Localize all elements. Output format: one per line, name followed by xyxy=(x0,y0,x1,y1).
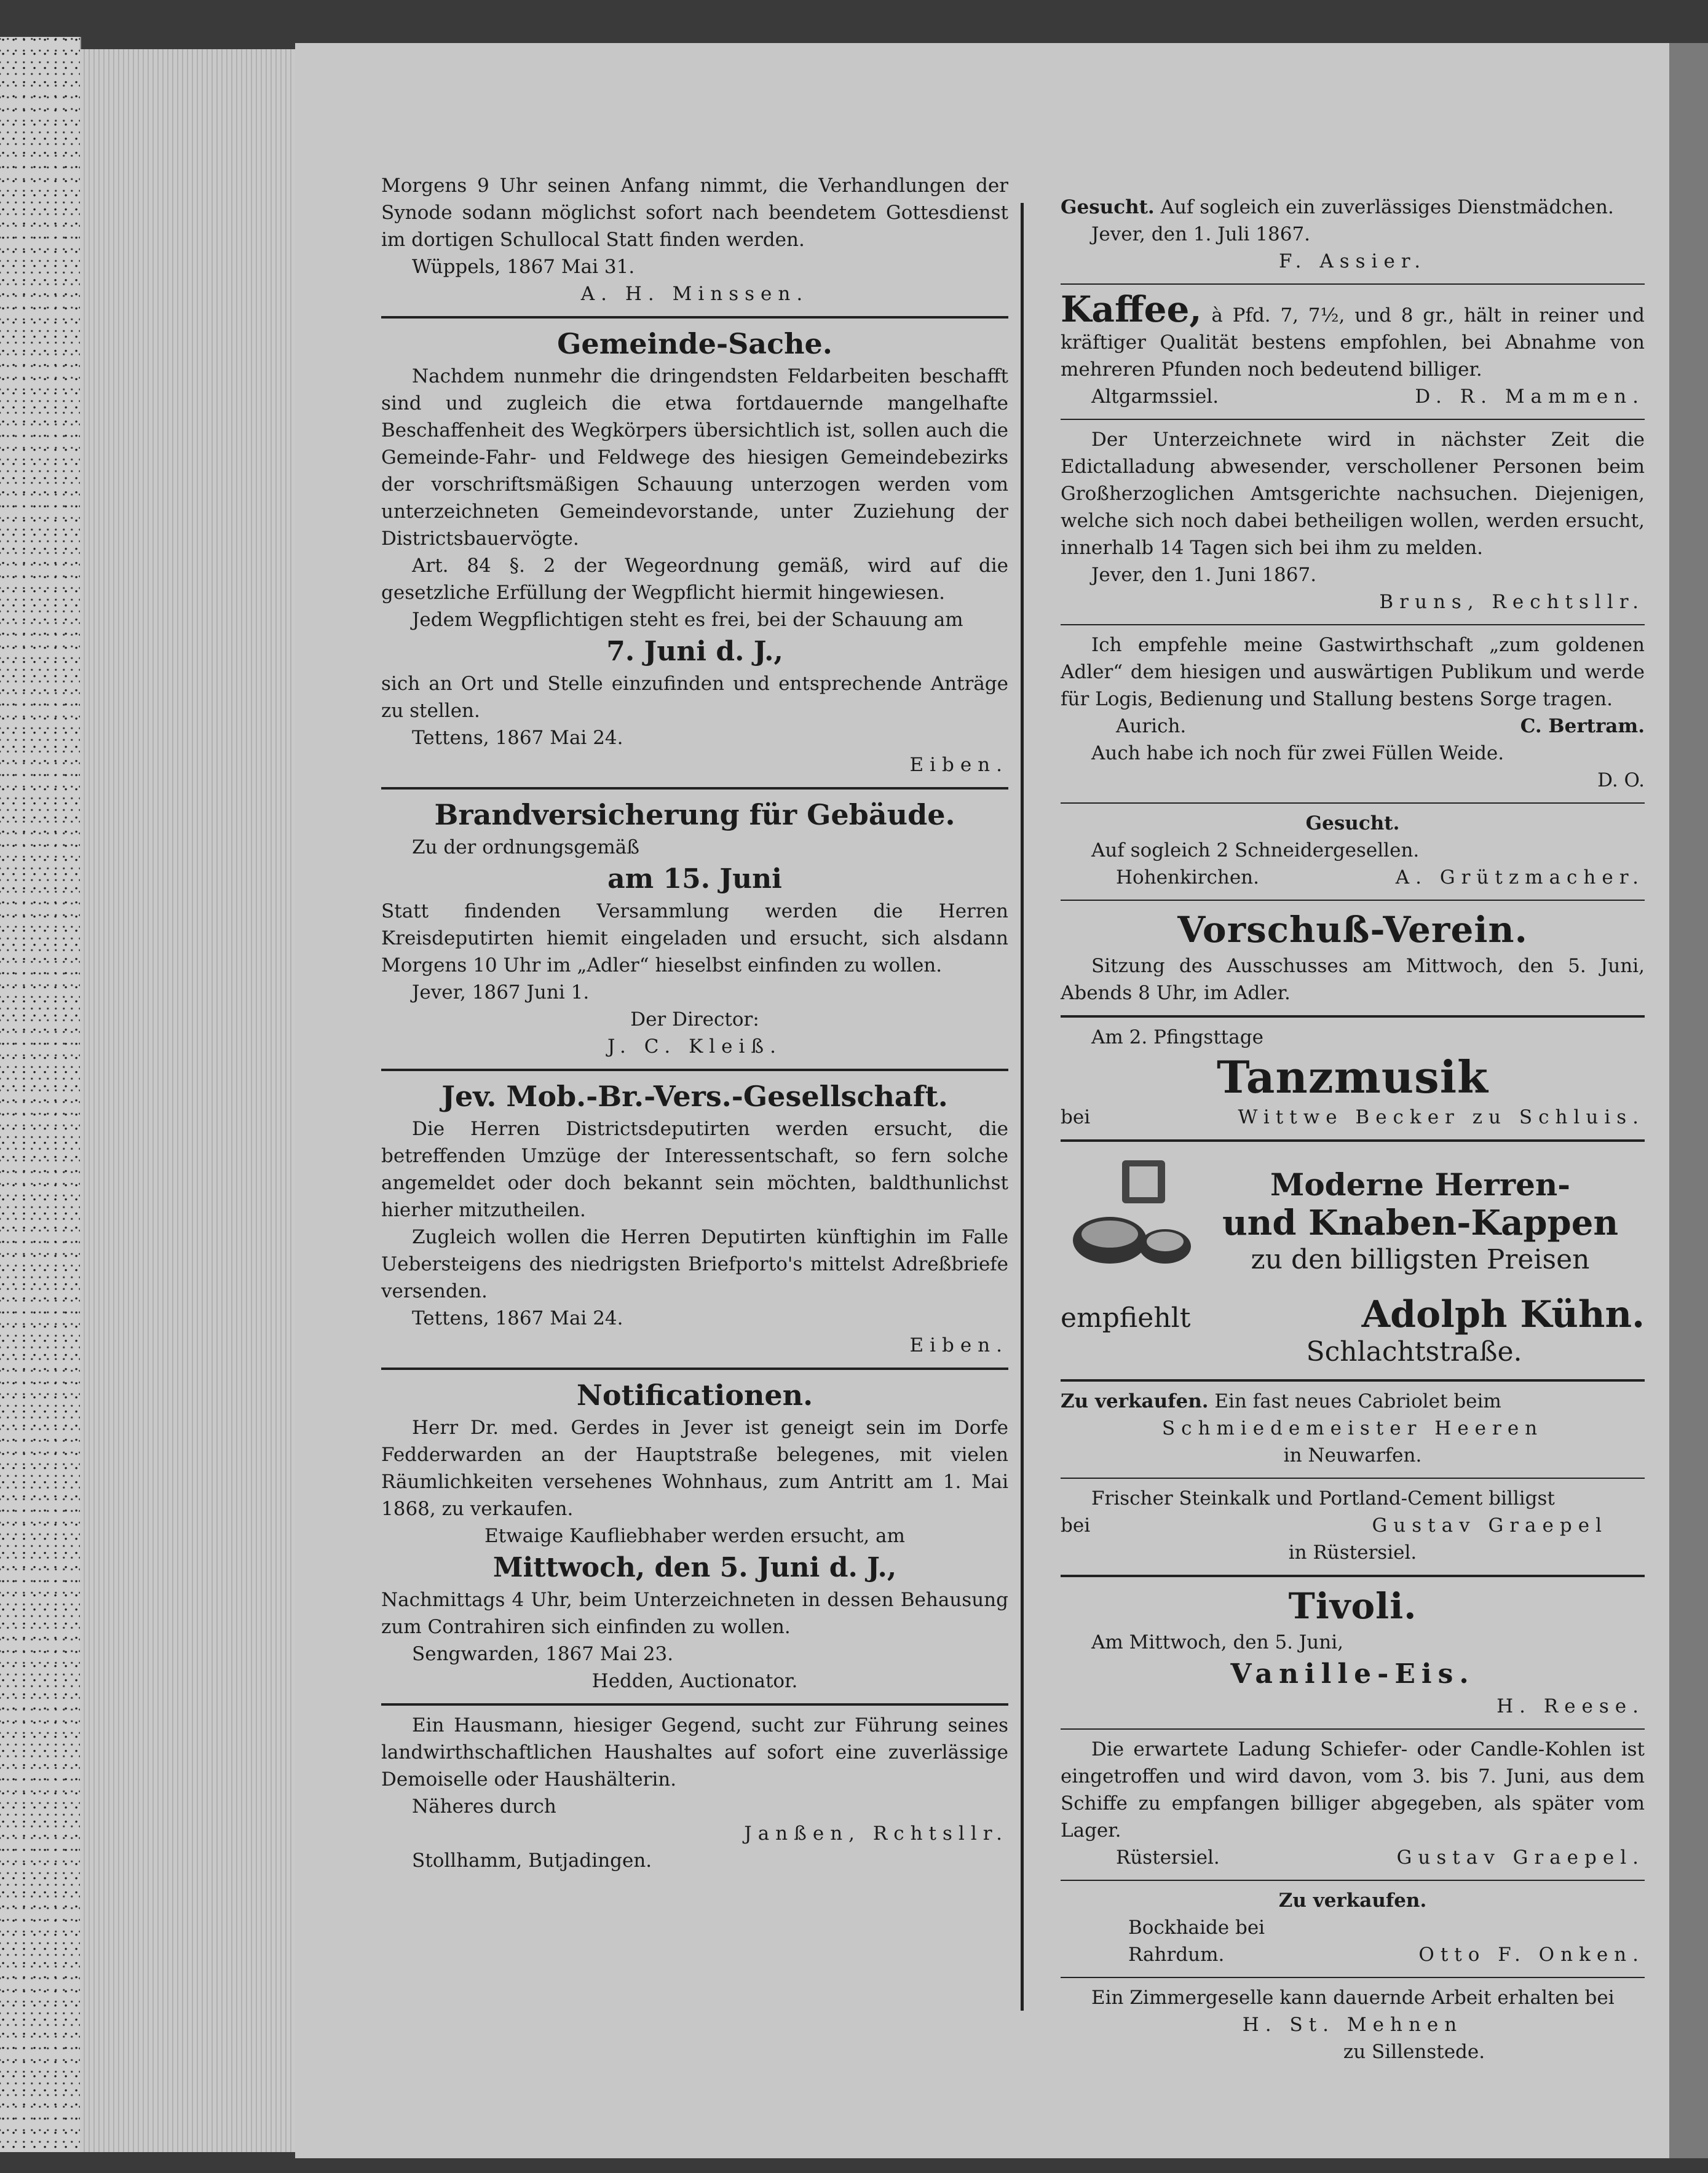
ad-title: Notificationen. xyxy=(576,1379,813,1412)
ad-text: Ein fast neues Cabriolet beim xyxy=(1214,1390,1501,1412)
ad-text: Herr Dr. med. Gerdes in Jever ist geneigt sein im Dorfe Fedderwarden an der Hauptstraße belegenes, mit vielen Räumlichkeiten versehenes Wohnhaus, zum Antritt am 1. Mai 1868, zu verkaufen. xyxy=(381,1417,1008,1520)
ad-text: à Pfd. 7, 7½, und 8 gr., hält in reiner und kräftiger Qualität bestens empfohlen, bei Abnahme von mehreren Pfunden noch bedeutend billiger. xyxy=(1061,304,1645,381)
ad-date: 7. Juni d. J., xyxy=(606,636,783,667)
column-divider xyxy=(1021,203,1024,2011)
ad-text: Zugleich wollen die Herren Deputirten künftighin im Falle Uebersteigens des niedrigsten Briefporto's mittelst Adreßbriefe versenden. xyxy=(381,1226,1008,1302)
ad-place-date: Jever, den 1. Juni 1867. xyxy=(1091,564,1317,586)
ad-text: Der Unterzeichnete wird in nächster Zeit die Edictalladung abwesender, verschollener Personen beim Großherzoglichen Amtsgerichte nachsuchen. Diejenigen, welche sich noch dabei betheiligen wollen, werden ersucht, innerhalb 14 Tagen sich bei ihm zu melden. xyxy=(1061,429,1645,559)
ad-text: Sitzung des Ausschusses am Mittwoch, den 5. Juni, Abends 8 Uhr, im Adler. xyxy=(1061,955,1645,1004)
ad-tanzmusik xyxy=(1061,1018,1645,1142)
ad-text: Die erwartete Ladung Schiefer- oder Candle-Kohlen ist eingetroffen und wird davon, vom 3. bis 7. Juni, aus dem Schiffe zu empfangen billiger abgegeben, als später vom Lager. xyxy=(1061,1738,1645,1842)
ad-vorschuss-verein xyxy=(1061,901,1645,1018)
page-stack xyxy=(80,49,295,2152)
ad-place-date: Tettens, 1867 Mai 24. xyxy=(412,1307,623,1329)
ad-signature: Wittwe Becker zu Schluis. xyxy=(1238,1106,1645,1128)
ad-text: Auch habe ich noch für zwei Füllen Weide. xyxy=(1091,742,1504,764)
ad-text: Rahrdum. xyxy=(1128,1944,1225,1966)
book-edge xyxy=(0,37,81,2152)
left-column xyxy=(381,166,1008,1883)
ad-title: Jev. Mob.-Br.-Vers.-Gesellschaft. xyxy=(441,1080,948,1113)
ad-text: Morgens 9 Uhr seinen Anfang nimmt, die Verhandlungen der Synode sodann möglichst sofort nach beendetem Gottesdienst im dortigen Schullocal Statt finden werden. xyxy=(381,175,1008,251)
ad-place: Altgarmssiel. xyxy=(1091,386,1219,408)
ad-text: Statt findenden Versammlung werden die Herren Kreisdeputirten hiemit eingeladen und ersucht, sich alsdann Morgens 10 Uhr im „Adler“ hieselbst einfinden zu wollen. xyxy=(381,900,1008,976)
ad-signature: H. Reese. xyxy=(1496,1695,1645,1717)
ad-signature: J. C. Kleiß. xyxy=(607,1035,782,1058)
ad-place: in Rüstersiel. xyxy=(1288,1542,1417,1564)
ad-signature: Gustav Graepel xyxy=(1372,1514,1608,1537)
ad-signature: H. St. Mehnen xyxy=(1242,2014,1463,2036)
ad-text: Auf sogleich 2 Schneidergesellen. xyxy=(1091,839,1420,861)
ad-date: am 15. Juni xyxy=(607,863,782,895)
ad-mobiliar-versicherung xyxy=(381,1071,1008,1370)
ad-signature: C. Bertram. xyxy=(1520,715,1645,737)
ad-zimmergeselle xyxy=(1061,1978,1645,2074)
ad-text: Jedem Wegpflichtigen steht es frei, bei der Schauung am xyxy=(412,609,963,631)
ad-place: Rüstersiel. xyxy=(1116,1846,1220,1869)
ad-notificationen xyxy=(381,1370,1008,1706)
ad-signature: D. R. Mammen. xyxy=(1415,386,1645,408)
ad-herren-kappen xyxy=(1061,1142,1645,1382)
ad-line: Moderne Herren- xyxy=(1270,1166,1571,1203)
caps-illustration-icon xyxy=(1061,1148,1196,1296)
ad-signature: Janßen, Rchtsllr. xyxy=(744,1823,1008,1845)
ad-text: Etwaige Kaufliebhaber werden ersucht, am xyxy=(484,1525,905,1547)
ad-text: Ein Zimmergeselle kann dauernde Arbeit erhalten bei xyxy=(1091,1987,1615,2009)
ad-date: Mittwoch, den 5. Juni d. J., xyxy=(492,1552,897,1583)
ad-head: Gesucht. xyxy=(1305,812,1400,834)
ad-signature: Bruns, Rechtsllr. xyxy=(1379,591,1645,613)
ad-signature: Hedden, Auctionator. xyxy=(591,1670,798,1692)
ad-signature: Schmiedemeister Heeren xyxy=(1161,1417,1544,1439)
ad-signature: A. H. Minssen. xyxy=(580,283,809,305)
ad-kaffee xyxy=(1061,285,1645,420)
ad-edictalladung xyxy=(1061,420,1645,625)
ad-line: und Knaben-Kappen xyxy=(1222,1203,1619,1243)
ad-haushaelterin xyxy=(381,1706,1008,1883)
ad-signature: D. O. xyxy=(1597,769,1645,791)
ad-synode xyxy=(381,166,1008,319)
ad-head: Zu verkaufen. xyxy=(1278,1890,1427,1912)
ad-signature: Eiben. xyxy=(909,1334,1008,1356)
ad-dienstmaedchen xyxy=(1061,188,1645,285)
ad-title: Vorschuß-Verein. xyxy=(1177,909,1528,951)
ad-signature: Otto F. Onken. xyxy=(1418,1944,1645,1966)
ad-head: Kaffee, xyxy=(1061,288,1202,330)
ad-text: Am Mittwoch, den 5. Juni, xyxy=(1091,1631,1344,1653)
ad-place: in Neuwarfen. xyxy=(1283,1444,1422,1466)
ad-brandversicherung xyxy=(381,790,1008,1071)
ad-text: Die Herren Districtsdeputirten werden ersucht, die betreffenden Umzüge der Interessentschaft, so fern solche angemeldet oder doch bekannt sein möchten, baldthunlichst hierher mitzutheilen. xyxy=(381,1118,1008,1221)
ad-place-date: Tettens, 1867 Mai 24. xyxy=(412,727,623,749)
ad-place: Hohenkirchen. xyxy=(1116,866,1259,889)
ad-signature: F. Assier. xyxy=(1278,250,1427,272)
ad-role: Der Director: xyxy=(630,1008,759,1031)
page-gutter xyxy=(1669,43,1708,2158)
ad-text: Nachmittags 4 Uhr, beim Unterzeichneten in dessen Behausung zum Contrahiren sich einfinden zu wollen. xyxy=(381,1589,1008,1638)
ad-text: Näheres durch xyxy=(412,1795,556,1818)
ad-title: Gemeinde-Sache. xyxy=(557,327,832,360)
ad-tivoli xyxy=(1061,1577,1645,1730)
ad-text: Ich empfehle meine Gastwirthschaft „zum goldenen Adler“ dem hiesigen und auswärtigen Publikum und werde für Logis, Bedienung und Stallung bestens Sorge tragen. xyxy=(1061,634,1645,710)
ad-steinkalk xyxy=(1061,1479,1645,1577)
ad-text: Bockhaide bei xyxy=(1128,1917,1265,1939)
ad-place-date: Jever, 1867 Juni 1. xyxy=(412,981,590,1003)
ad-title: Brandversicherung für Gebäude. xyxy=(434,798,955,831)
ad-street: Schlachtstraße. xyxy=(1306,1336,1522,1368)
ad-text: Art. 84 §. 2 der Wegeordnung gemäß, wird auf die gesetzliche Erfüllung der Wegpflicht hiermit hingewiesen. xyxy=(381,555,1008,604)
ad-text: bei xyxy=(1061,1106,1091,1128)
ad-kohlen xyxy=(1061,1730,1645,1881)
ad-title: Tivoli. xyxy=(1288,1585,1417,1627)
ad-signature: Gustav Graepel. xyxy=(1396,1846,1645,1869)
ad-place-date: Wüppels, 1867 Mai 31. xyxy=(412,256,635,278)
ad-place: Stollhamm, Butjadingen. xyxy=(412,1850,652,1872)
ad-text: Nachdem nunmehr die dringendsten Feldarbeiten beschafft sind und zugleich die etwa fortdauernde mangelhafte Beschaffenheit des Wegkörpers übersichtlich ist, sollen auch die Gemeinde-Fahr- und Feldwege des hiesigen Gemeindebezirks der vorschriftsmäßigen Schauung unterzogen werden vom unterzeichneten Gemeindevorstande, unter Zuziehung der Districtsbauervögte. xyxy=(381,365,1008,550)
ad-place: Aurich. xyxy=(1116,715,1187,737)
ad-text: bei xyxy=(1061,1514,1091,1537)
ad-head: Zu verkaufen. xyxy=(1061,1390,1209,1412)
ad-text: sich an Ort und Stelle einzufinden und entsprechende Anträge zu stellen. xyxy=(381,673,1008,722)
ad-place-date: Jever, den 1. Juli 1867. xyxy=(1091,223,1311,245)
ad-title: Tanzmusik xyxy=(1217,1051,1489,1103)
ad-text: Zu der ordnungsgemäß xyxy=(412,836,639,858)
ad-place-date: Sengwarden, 1867 Mai 23. xyxy=(412,1643,674,1665)
ad-signature: A. Grützmacher. xyxy=(1395,866,1645,889)
ad-text: Frischer Steinkalk und Portland-Cement billigst xyxy=(1091,1487,1555,1510)
ad-line: Vanille-Eis. xyxy=(1230,1658,1475,1690)
ad-text: empfiehlt xyxy=(1061,1302,1191,1334)
ad-cabriolet xyxy=(1061,1382,1645,1479)
ad-schneidergesellen xyxy=(1061,804,1645,901)
ad-head: Gesucht. xyxy=(1061,196,1155,218)
ad-text: Auf sogleich ein zuverlässiges Dienstmädchen. xyxy=(1160,196,1614,218)
ad-name: Adolph Kühn. xyxy=(1361,1293,1645,1336)
ad-place: zu Sillenstede. xyxy=(1343,2041,1485,2063)
ad-signature: Eiben. xyxy=(909,754,1008,776)
ad-line: zu den billigsten Preisen xyxy=(1251,1244,1590,1275)
ad-text: Am 2. Pfingsttage xyxy=(1091,1026,1263,1048)
ad-gastwirthschaft xyxy=(1061,625,1645,804)
ad-gemeinde-sache xyxy=(381,319,1008,790)
right-column xyxy=(1061,188,1645,2074)
ad-zu-verkaufen xyxy=(1061,1881,1645,1978)
ad-text: Ein Hausmann, hiesiger Gegend, sucht zur Führung seines landwirthschaftlichen Haushaltes auf sofort eine zuverlässige Demoiselle oder Haushälterin. xyxy=(381,1714,1008,1791)
